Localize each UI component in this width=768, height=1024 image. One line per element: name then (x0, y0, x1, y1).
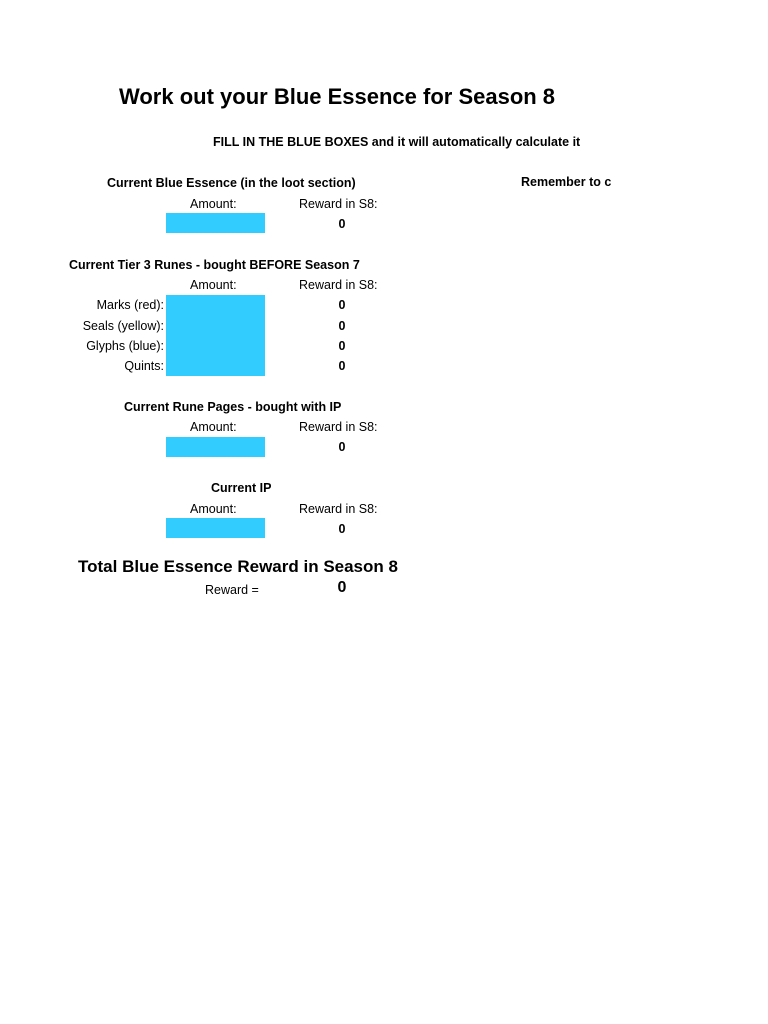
reward-column-label: Reward in S8: (299, 278, 378, 292)
marks-reward-value: 0 (338, 298, 346, 312)
seals-reward-value: 0 (338, 319, 346, 333)
section-title-ip: Current IP (211, 481, 272, 495)
instructions-text: FILL IN THE BLUE BOXES and it will automatically calculate it (213, 135, 581, 149)
total-title: Total Blue Essence Reward in Season 8 (78, 557, 398, 576)
amount-column-label: Amount: (190, 502, 237, 516)
blue-essence-amount-input[interactable] (166, 213, 265, 233)
rune-pages-reward-value: 0 (338, 440, 346, 454)
quints-label: Quints: (124, 359, 164, 373)
reward-column-label: Reward in S8: (299, 420, 378, 434)
rune-pages-amount-input[interactable] (166, 437, 265, 457)
runes-amount-input-column[interactable] (166, 295, 265, 376)
amount-column-label: Amount: (190, 420, 237, 434)
ip-amount-input[interactable] (166, 518, 265, 538)
marks-label: Marks (red): (96, 298, 164, 312)
total-reward-value: 0 (337, 579, 347, 596)
glyphs-label: Glyphs (blue): (86, 339, 164, 353)
total-reward-label: Reward = (205, 583, 259, 597)
amount-column-label: Amount: (190, 278, 237, 292)
blue-essence-reward-value: 0 (338, 217, 346, 231)
glyphs-reward-value: 0 (338, 339, 346, 353)
reward-column-label: Reward in S8: (299, 502, 378, 516)
reminder-text: Remember to c (521, 175, 612, 189)
ip-reward-value: 0 (338, 522, 346, 536)
section-title-rune-pages: Current Rune Pages - bought with IP (124, 400, 342, 414)
section-title-runes: Current Tier 3 Runes - bought BEFORE Season 7 (69, 258, 360, 272)
section-title-blue-essence: Current Blue Essence (in the loot section) (107, 176, 356, 190)
amount-column-label: Amount: (190, 197, 237, 211)
seals-label: Seals (yellow): (82, 319, 164, 333)
reward-column-label: Reward in S8: (299, 197, 378, 211)
page-title: Work out your Blue Essence for Season 8 (119, 84, 556, 109)
quints-reward-value: 0 (338, 359, 346, 373)
